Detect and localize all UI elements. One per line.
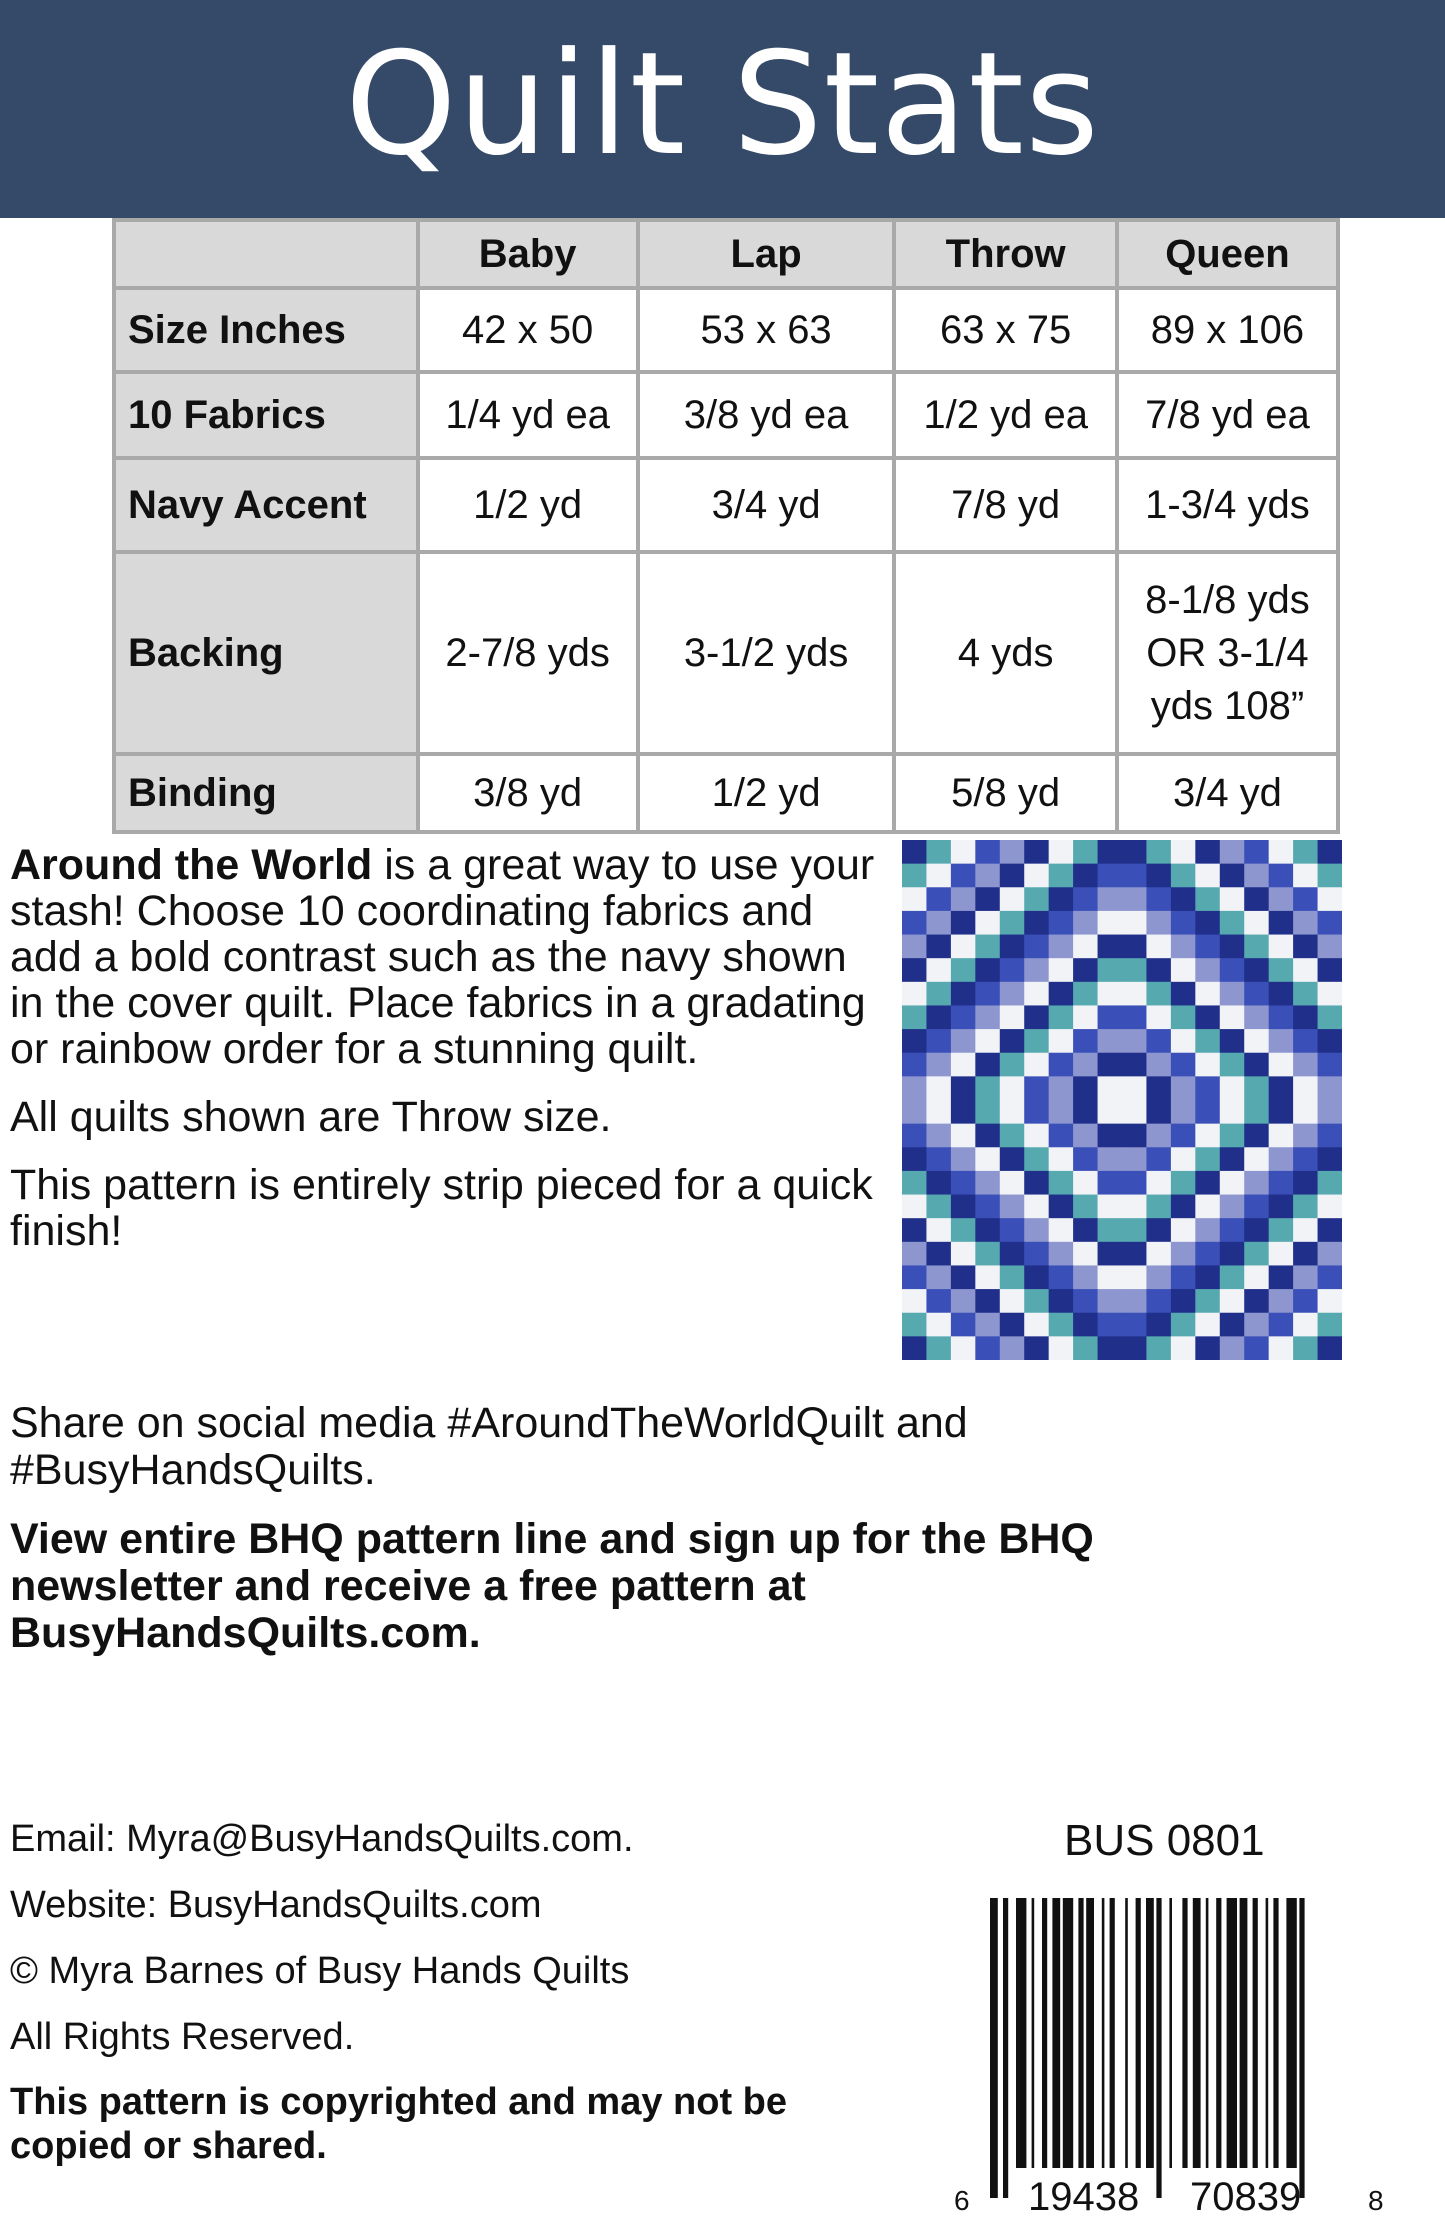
column-header-queen: Queen — [1117, 220, 1338, 288]
email-text: Email: Myra@BusyHandsQuilts.com. — [10, 1818, 634, 1860]
rights-text: All Rights Reserved. — [10, 2016, 355, 2058]
copyright-text: © Myra Barnes of Busy Hands Quilts — [10, 1950, 630, 1992]
barcode-digits-right: 70839 — [1190, 2175, 1302, 2219]
table-cell: 1/2 yd — [418, 458, 638, 552]
table-cell: 63 x 75 — [894, 288, 1116, 372]
row-label: Binding — [114, 754, 418, 832]
table-row — [114, 288, 1338, 372]
cell-line: 8-1/8 yds — [1145, 577, 1310, 622]
row-label: Navy Accent — [114, 458, 418, 552]
table-cell: 3/8 yd ea — [638, 372, 895, 458]
table-cell: 7/8 yd — [894, 458, 1116, 552]
table-cell: 5/8 yd — [894, 754, 1116, 832]
table-row — [114, 552, 1338, 754]
cell-line: yds 108” — [1150, 683, 1305, 728]
table-cell: 1-3/4 yds — [1117, 458, 1338, 552]
table-cell: 1/2 yd — [638, 754, 895, 832]
table-cell-multiline — [1117, 552, 1338, 754]
table-cell: 42 x 50 — [418, 288, 638, 372]
quilt-stats-table — [112, 218, 1340, 834]
barcode — [950, 1898, 1390, 2220]
intro-section — [10, 842, 890, 1276]
page-title: Quilt Stats — [345, 22, 1100, 187]
copyright-notice: This pattern is copyrighted and may not be copied or shared. — [10, 2081, 787, 2167]
column-header-lap: Lap — [638, 220, 895, 288]
row-label: 10 Fabrics — [114, 372, 418, 458]
barcode-digits-left: 19438 — [1028, 2175, 1140, 2219]
sku-label: BUS 0801 — [1064, 1816, 1265, 1865]
barcode-digit-last: 8 — [1368, 2185, 1384, 2216]
contact-section — [10, 1814, 910, 2168]
piecing-note: This pattern is entirely strip pieced for a quick finish! — [10, 1161, 873, 1255]
table-row — [114, 372, 1338, 458]
table-cell: 7/8 yd ea — [1117, 372, 1338, 458]
size-note: All quilts shown are Throw size. — [10, 1093, 612, 1141]
share-section — [10, 1400, 1110, 1679]
quilt-photo — [902, 840, 1342, 1360]
cell-line: OR 3-1/4 — [1146, 630, 1309, 675]
intro-paragraph — [10, 842, 890, 1072]
barcode-digit-first: 6 — [954, 2185, 970, 2216]
table-cell: 2-7/8 yds — [418, 552, 638, 754]
table-cell: 1/4 yd ea — [418, 372, 638, 458]
row-label: Size Inches — [114, 288, 418, 372]
intro-text: is a great way to use your stash! Choose 10 coordinating fabrics and add a bold contrast such as the navy shown in the cover quilt. Place fabrics in a gradating or rainbow order for a stunning quilt. — [10, 841, 875, 1073]
pattern-name: Around the World — [10, 841, 373, 889]
table-header-row — [114, 220, 1338, 288]
table-row — [114, 458, 1338, 552]
table-cell: 3/4 yd — [638, 458, 895, 552]
table-cell: 4 yds — [894, 552, 1116, 754]
row-label: Backing — [114, 552, 418, 754]
table-cell: 1/2 yd ea — [894, 372, 1116, 458]
table-cell: 3/8 yd — [418, 754, 638, 832]
table-row — [114, 754, 1338, 832]
column-header-baby: Baby — [418, 220, 638, 288]
table-cell: 53 x 63 — [638, 288, 895, 372]
social-text: Share on social media #AroundTheWorldQuilt and #BusyHandsQuilts. — [10, 1399, 968, 1494]
column-header-throw: Throw — [894, 220, 1116, 288]
website-text: Website: BusyHandsQuilts.com — [10, 1884, 542, 1926]
table-cell: 3-1/2 yds — [638, 552, 895, 754]
table-cell: 89 x 106 — [1117, 288, 1338, 372]
newsletter-text: View entire BHQ pattern line and sign up for the BHQ newsletter and receive a free pattern at BusyHandsQuilts.com. — [10, 1515, 1094, 1657]
header-banner — [0, 0, 1445, 218]
table-corner-cell — [114, 220, 418, 288]
table-cell: 3/4 yd — [1117, 754, 1338, 832]
